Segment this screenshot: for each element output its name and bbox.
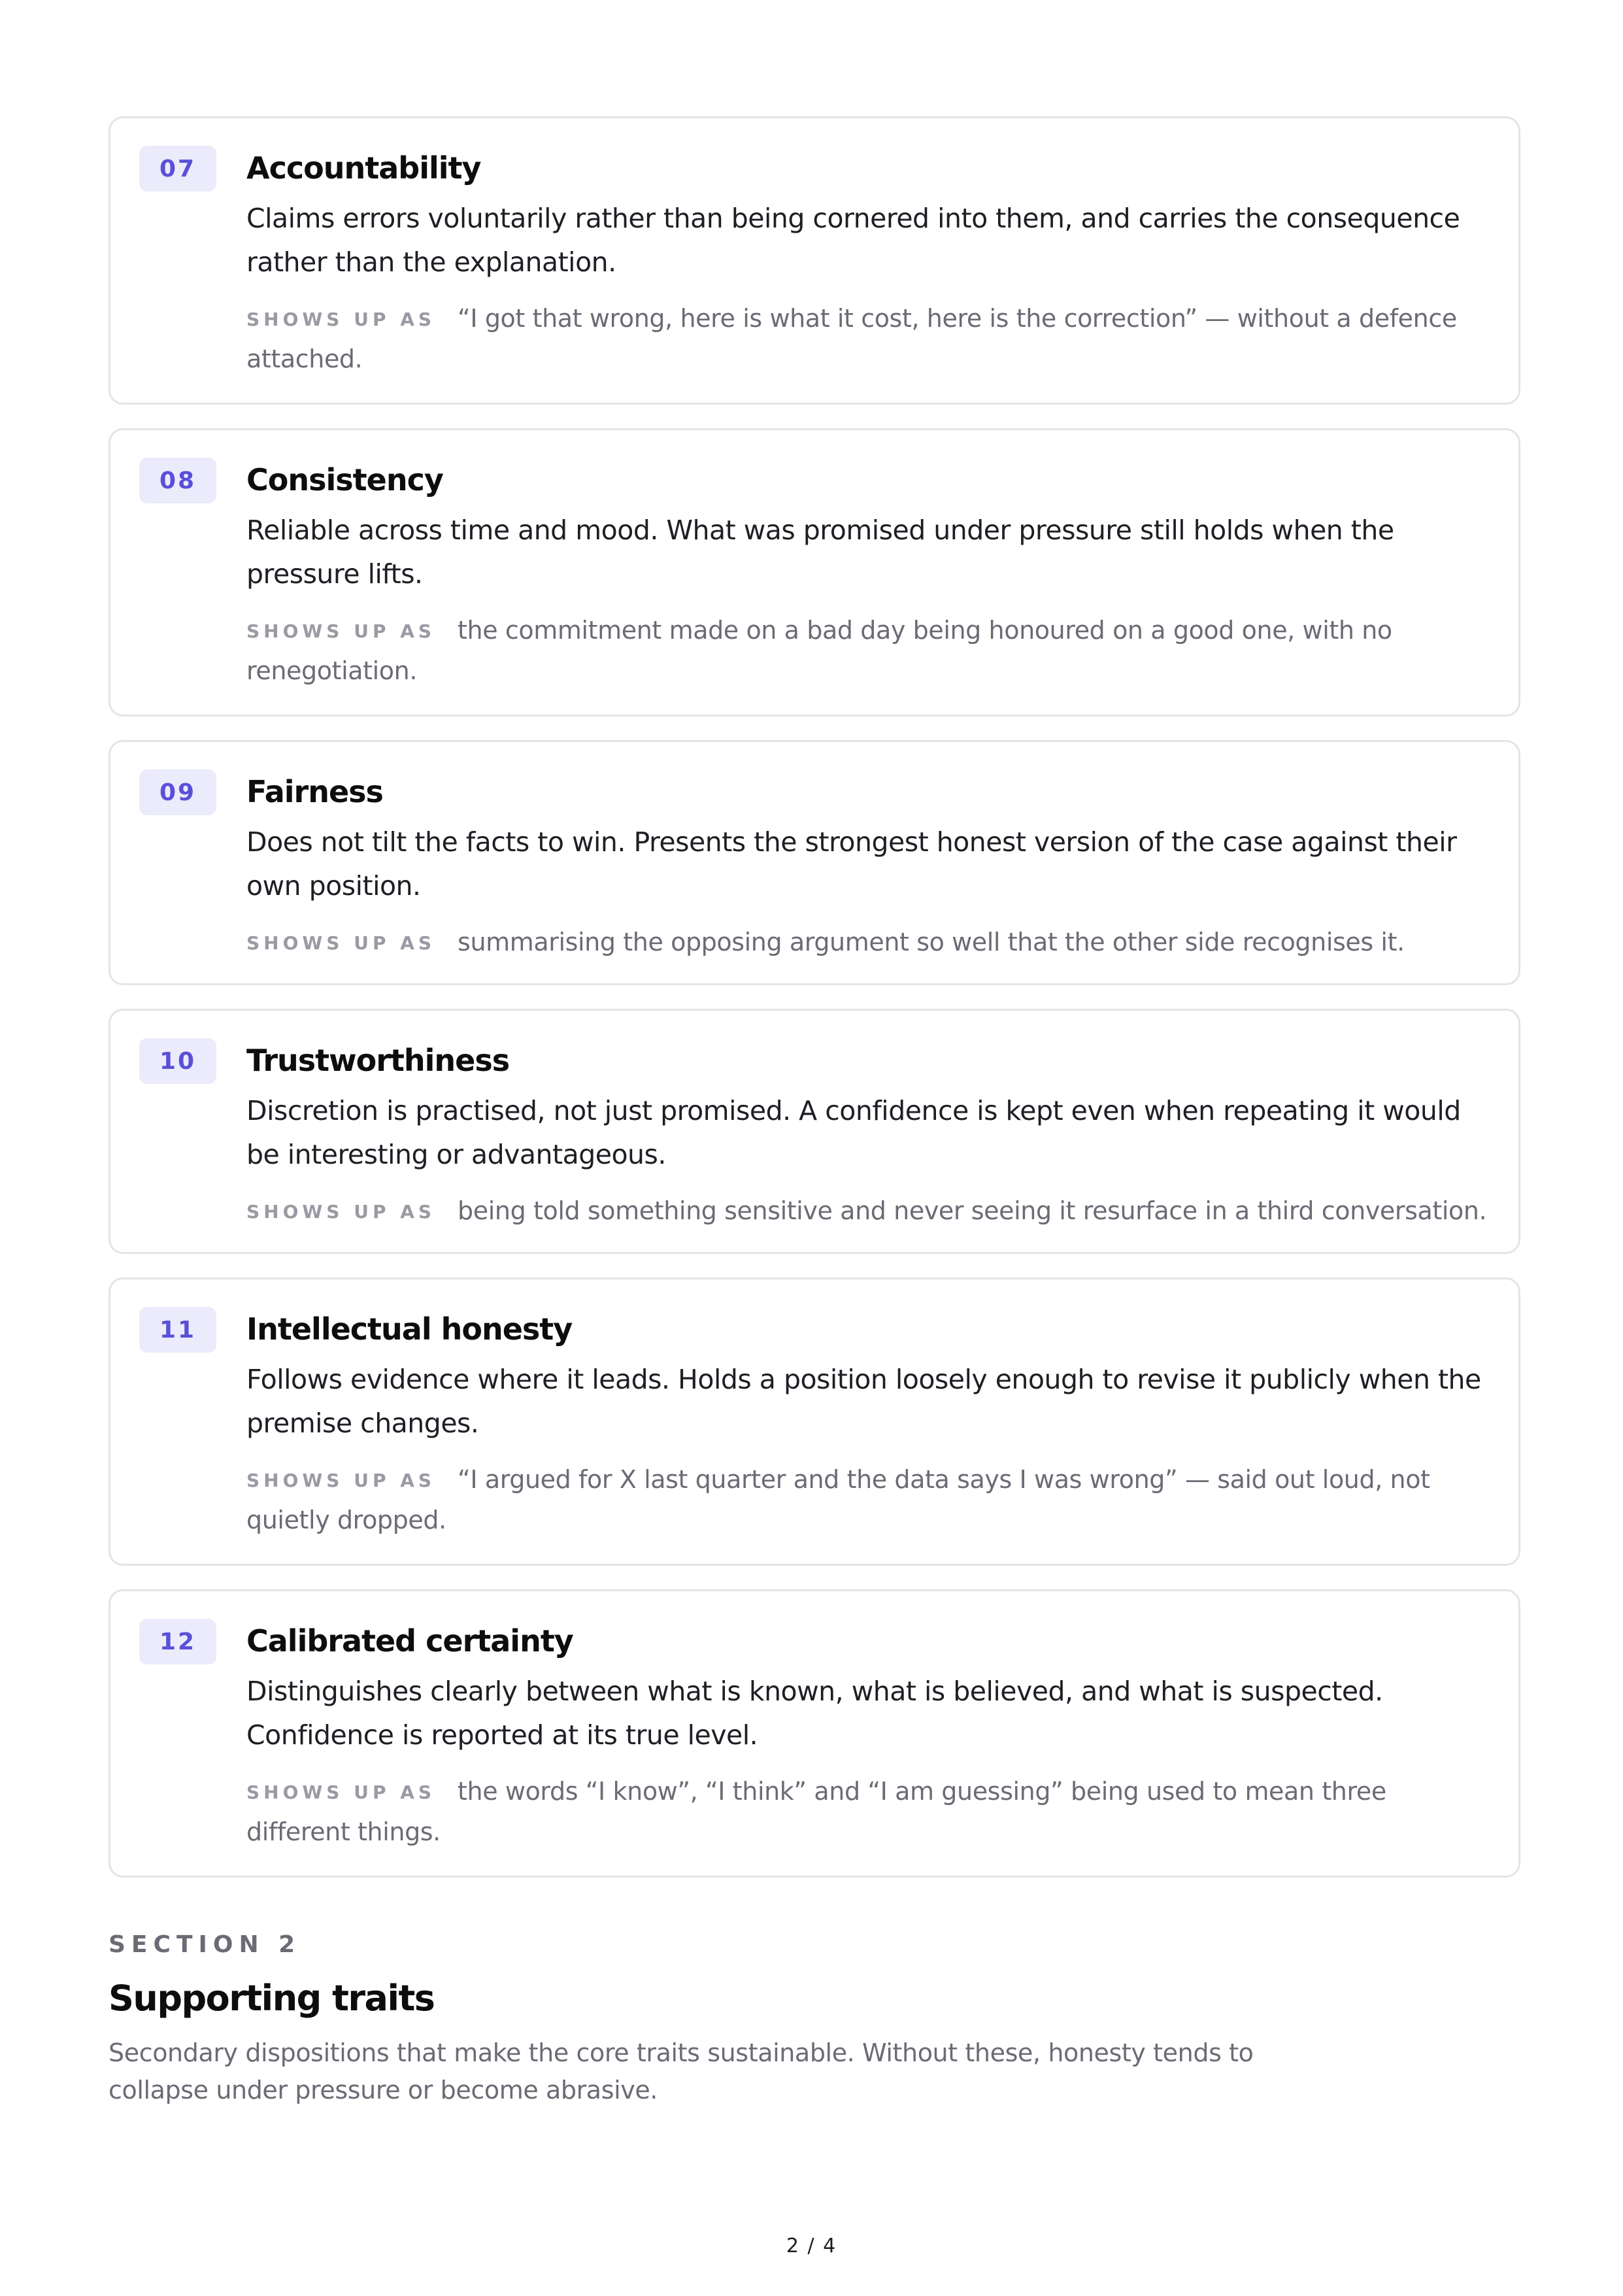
trait-card-list — [109, 116, 1520, 1901]
trait-content — [246, 1041, 1492, 1232]
trait-title: Accountability — [246, 150, 481, 186]
page-number: 2 / 4 — [786, 2235, 837, 2257]
section-kicker: SECTION 2 — [109, 1931, 301, 1958]
shows-up-text: the words “I know”, “I think” and “I am guessing” being used to mean three different things. — [246, 1777, 1386, 1846]
shows-up-label: SHOWS UP AS — [246, 309, 436, 330]
trait-content — [246, 1621, 1492, 1851]
trait-title: Intellectual honesty — [246, 1311, 573, 1347]
section-header — [109, 1929, 1259, 2109]
trait-card — [109, 1589, 1520, 1878]
shows-up-text: summarising the opposing argument so well that the other side recognises it. — [458, 928, 1405, 956]
trait-content — [246, 1309, 1492, 1540]
trait-description: Discretion is practised, not just promised. A confidence is kept even when repeating it would be interesting or advantageous. — [246, 1095, 1461, 1170]
trait-card — [109, 740, 1520, 985]
trait-number-badge: 10 — [139, 1038, 216, 1084]
section-title: Supporting traits — [109, 1978, 435, 2019]
trait-description: Does not tilt the facts to win. Presents the strongest honest version of the case against their own position. — [246, 826, 1457, 902]
trait-card — [109, 428, 1520, 717]
shows-up-text: the commitment made on a bad day being honoured on a good one, with no renegotiation. — [246, 616, 1392, 685]
shows-up-label: SHOWS UP AS — [246, 1201, 436, 1223]
shows-up-text: “I argued for X last quarter and the data says I was wrong” — said out loud, not quietly dropped. — [246, 1465, 1430, 1534]
trait-number-badge: 12 — [139, 1619, 216, 1664]
trait-description: Claims errors voluntarily rather than being cornered into them, and carries the consequence rather than the explanation. — [246, 203, 1460, 278]
trait-description: Reliable across time and mood. What was promised under pressure still holds when the pressure lifts. — [246, 515, 1394, 590]
trait-title: Calibrated certainty — [246, 1623, 573, 1659]
trait-card — [109, 116, 1520, 405]
trait-number-badge: 11 — [139, 1307, 216, 1353]
trait-number-badge: 08 — [139, 458, 216, 503]
trait-description: Follows evidence where it leads. Holds a position loosely enough to revise it publicly when the premise changes. — [246, 1364, 1481, 1439]
trait-title: Fairness — [246, 774, 383, 809]
shows-up-text: “I got that wrong, here is what it cost, here is the correction” — without a defence attached. — [246, 304, 1457, 373]
trait-content — [246, 772, 1492, 963]
shows-up-label: SHOWS UP AS — [246, 932, 436, 954]
trait-shows-up — [246, 299, 1492, 379]
trait-shows-up — [246, 1191, 1492, 1232]
shows-up-label: SHOWS UP AS — [246, 1781, 436, 1803]
trait-shows-up — [246, 1460, 1492, 1540]
trait-shows-up — [246, 1772, 1492, 1851]
trait-number-badge: 09 — [139, 769, 216, 815]
trait-content — [246, 460, 1492, 690]
trait-shows-up — [246, 611, 1492, 690]
trait-card — [109, 1009, 1520, 1254]
trait-description: Distinguishes clearly between what is known, what is believed, and what is suspected. Confidence is reported at its true level. — [246, 1676, 1383, 1751]
trait-title: Trustworthiness — [246, 1043, 510, 1078]
section-description: Secondary dispositions that make the core traits sustainable. Without these, honesty tends to collapse under pressure or become abrasive. — [109, 2038, 1254, 2104]
trait-shows-up — [246, 922, 1492, 963]
shows-up-text: being told something sensitive and never seeing it resurface in a third conversation. — [458, 1196, 1487, 1225]
trait-content — [246, 148, 1492, 379]
shows-up-label: SHOWS UP AS — [246, 620, 436, 642]
trait-card — [109, 1277, 1520, 1566]
shows-up-label: SHOWS UP AS — [246, 1470, 436, 1491]
trait-title: Consistency — [246, 462, 443, 498]
trait-number-badge: 07 — [139, 146, 216, 192]
